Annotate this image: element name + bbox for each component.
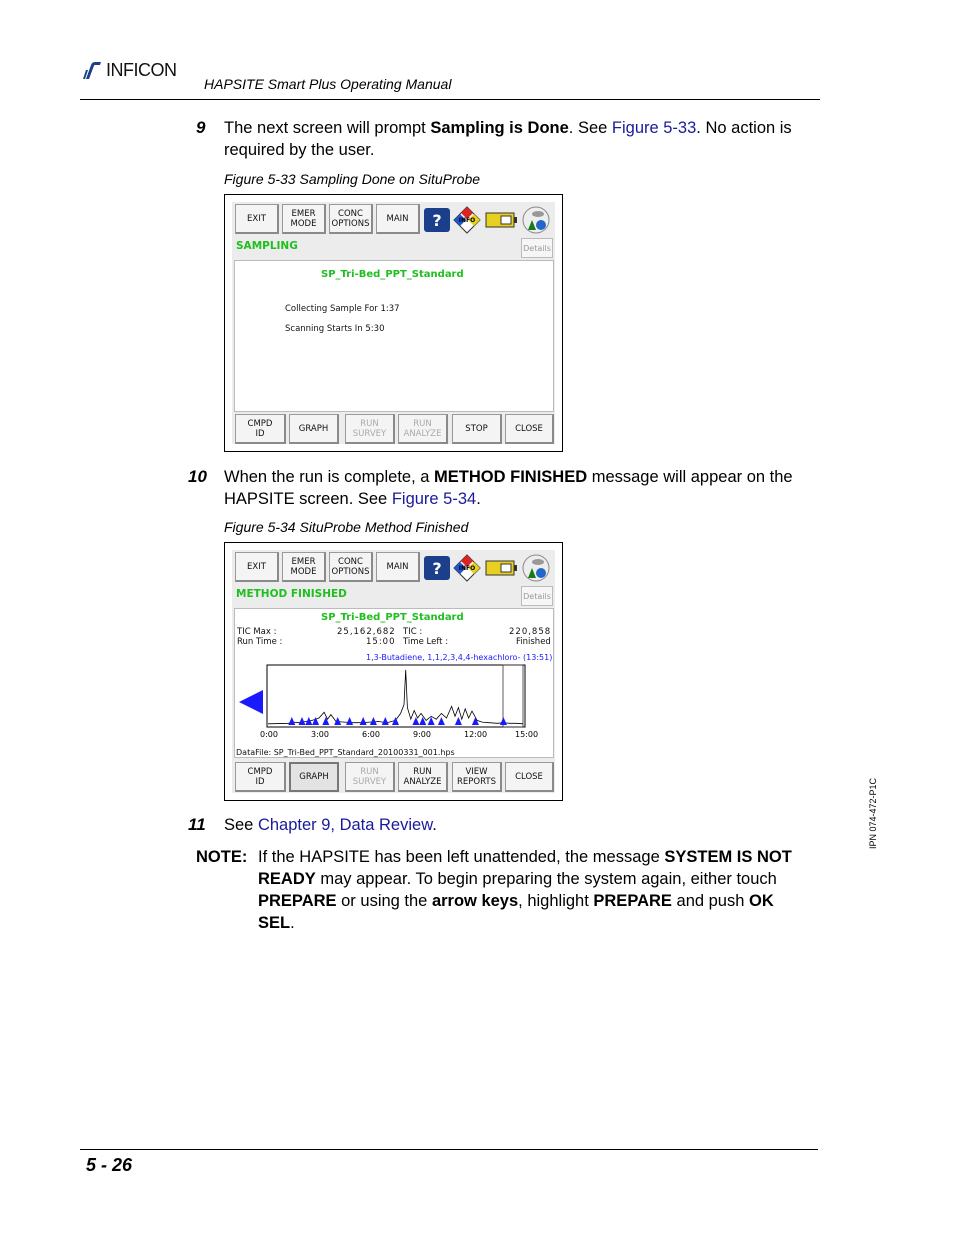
screen-sampling (224, 194, 563, 452)
main-button[interactable]: MAIN (376, 552, 420, 582)
step-9-text: The next screen will prompt Sampling is Done. See Figure 5-33. No action is required by the user. (224, 119, 792, 159)
scanning-starts-text: Scanning Starts In 5:30 (285, 324, 385, 334)
figure-5-33-link[interactable]: Figure 5-33 (611, 119, 697, 137)
x-tick-label: 0:00 (260, 730, 278, 739)
graph-button[interactable]: GRAPH (289, 414, 339, 444)
sampling-panel (234, 260, 554, 412)
x-tick-label: 15:00 (515, 730, 539, 739)
details-button[interactable]: Details (521, 238, 553, 258)
svg-text:?: ? (432, 559, 442, 578)
system-status-icon (523, 555, 549, 581)
method-name: SP_Tri-Bed_PPT_Standard (321, 269, 464, 280)
datafile-label: DataFile: SP_Tri-Bed_PPT_Standard_20100331_001.hps (236, 748, 455, 757)
conc-options-button[interactable]: CONC OPTIONS (329, 552, 373, 582)
x-tick-label: 6:00 (362, 730, 380, 739)
svg-text:INFO: INFO (458, 217, 476, 224)
screen-method-finished (224, 542, 563, 801)
run-time-value: 15:00 (366, 637, 396, 647)
battery-icon (486, 213, 517, 227)
info-diamond-icon[interactable] (454, 555, 480, 581)
time-left-label: Time Left : (403, 637, 449, 647)
chart-x-ticks (260, 730, 538, 739)
stop-button[interactable]: STOP (452, 414, 502, 444)
screen-inner (232, 550, 555, 793)
header-rule (80, 99, 820, 100)
status-icons (424, 206, 554, 234)
svg-text:?: ? (432, 211, 442, 230)
system-status-icon (523, 207, 549, 233)
exit-button[interactable]: EXIT (235, 204, 279, 234)
note-text: If the HAPSITE has been left unattended, the message SYSTEM IS NOT READY may appear. To begin preparing the system again, either touch PREPARE or using the arrow keys, highlight PREPARE and push OK SEL. (258, 848, 792, 932)
scroll-left-arrow-icon[interactable] (239, 690, 263, 714)
tic-value: 220,858 (509, 627, 552, 637)
emer-mode-button[interactable]: EMER MODE (282, 552, 326, 582)
cmpd-id-button[interactable]: CMPD ID (235, 762, 286, 792)
page-number: 5 - 26 (86, 1155, 133, 1175)
step-11-text: See Chapter 9, Data Review. (224, 816, 437, 834)
tic-max-value: 25,162,682 (337, 627, 396, 637)
x-tick-label: 12:00 (464, 730, 488, 739)
x-tick-label: 3:00 (311, 730, 329, 739)
main-button[interactable]: MAIN (376, 204, 420, 234)
collecting-sample-text: Collecting Sample For 1:37 (285, 304, 400, 314)
run-survey-button[interactable]: RUN SURVEY (345, 762, 395, 792)
status-label: SAMPLING (236, 240, 298, 252)
tic-max-label: TIC Max : (237, 627, 277, 637)
chapter-9-link[interactable]: Chapter 9, Data Review (257, 816, 433, 834)
close-button[interactable]: CLOSE (505, 762, 554, 792)
step-number: 10 (188, 467, 207, 486)
conc-options-button[interactable]: CONC OPTIONS (329, 204, 373, 234)
help-icon[interactable] (424, 208, 450, 232)
results-panel (234, 608, 554, 758)
status-icons (424, 554, 554, 582)
screen-inner (232, 202, 555, 444)
inficon-logo-mark-icon (82, 61, 104, 81)
help-icon[interactable] (424, 556, 450, 580)
inficon-logo (82, 60, 177, 81)
manual-title: HAPSITE Smart Plus Operating Manual (204, 76, 452, 92)
svg-text:INFO: INFO (458, 565, 476, 572)
close-button[interactable]: CLOSE (505, 414, 554, 444)
details-button[interactable]: Details (521, 586, 553, 606)
figure-caption: Figure 5-34 SituProbe Method Finished (224, 519, 469, 535)
figure-caption: Figure 5-33 Sampling Done on SituProbe (224, 171, 481, 187)
method-name: SP_Tri-Bed_PPT_Standard (321, 612, 464, 623)
chromatogram-chart (235, 663, 553, 747)
exit-button[interactable]: EXIT (235, 552, 279, 582)
compound-label: 1,3-Butadiene, 1,1,2,3,4,4-hexachloro- (13:51) (366, 653, 553, 662)
status-label: METHOD FINISHED (236, 588, 347, 600)
run-analyze-button[interactable]: RUN ANALYZE (398, 414, 448, 444)
info-diamond-icon[interactable] (454, 207, 480, 233)
figure-5-34-link[interactable]: Figure 5-34 (391, 490, 477, 508)
time-left-value: Finished (516, 637, 551, 647)
tic-label: TIC : (403, 627, 423, 637)
chart-plot-area (267, 665, 525, 727)
view-reports-button[interactable]: VIEW REPORTS (452, 762, 502, 792)
run-time-label: Run Time : (237, 637, 283, 647)
cmpd-id-button[interactable]: CMPD ID (235, 414, 286, 444)
logo-text: INFICON (106, 60, 177, 80)
footer-rule (80, 1149, 818, 1150)
step-10-text: When the run is complete, a METHOD FINISHED message will appear on the HAPSITE screen. See Figure 5-34. (224, 468, 793, 508)
step-number: 9 (196, 118, 206, 137)
battery-icon (486, 561, 517, 575)
run-survey-button[interactable]: RUN SURVEY (345, 414, 395, 444)
ipn-side-text: IPN 074-472-P1C (868, 777, 878, 849)
step-number: 11 (188, 815, 206, 834)
run-analyze-button[interactable]: RUN ANALYZE (398, 762, 448, 792)
x-tick-label: 9:00 (413, 730, 431, 739)
emer-mode-button[interactable]: EMER MODE (282, 204, 326, 234)
graph-button[interactable]: GRAPH (289, 762, 339, 792)
note-label: NOTE: (196, 848, 248, 866)
